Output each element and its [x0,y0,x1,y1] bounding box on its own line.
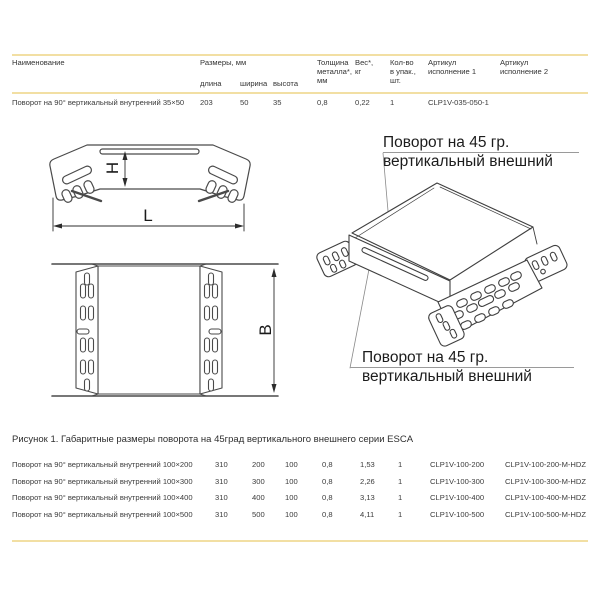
side-view-top-slot [100,149,199,154]
cell-thickness: 0,8 [322,510,333,519]
divider-bottom [12,540,588,542]
cell-length: 203 [200,98,213,107]
cell-height: 100 [285,477,298,486]
col-header-art2: Артикул исполнение 2 [500,58,549,76]
top-view-drawing [52,264,278,396]
cell-qty: 1 [398,493,403,502]
col-header-qty: Кол-во в упак., шт. [390,58,416,85]
dim-label-B: B [256,324,275,336]
cell-width: 200 [252,460,265,469]
cell-height: 35 [273,98,282,107]
iso-view-drawing [315,153,568,368]
cell-weight: 2,26 [360,477,375,486]
cell-thickness: 0,8 [322,477,333,486]
cell-art1: CLP1V-100-200 [430,460,485,469]
table-row [0,493,600,510]
cell-qty: 1 [390,98,395,107]
cell-art2: CLP1V-100-200-M-HDZ [505,460,587,469]
col-header-dims-group: Размеры, мм [200,58,247,67]
cell-thickness: 0,8 [322,493,333,502]
cell-width: 50 [240,98,249,107]
col-header-art1: Артикул исполнение 1 [428,58,477,76]
dim-label-H: H [103,161,122,175]
cell-thickness: 0,8 [322,460,333,469]
iso-label-bottom-line1: Поворот на 45 гр. [350,349,574,368]
cell-art1: CLP1V-100-300 [430,477,485,486]
cell-qty: 1 [398,477,403,486]
cell-name: Поворот на 90° вертикальный внутренний 100×500 [12,510,193,519]
dimension-B [256,268,277,393]
table-row [0,98,600,115]
cell-length: 310 [215,477,228,486]
cell-weight: 0,22 [355,98,370,107]
col-header-length: длина [200,79,222,88]
table-row [0,477,600,494]
cell-name: Поворот на 90° вертикальный внутренний 100×400 [12,493,193,502]
iso-label-bottom-line2: вертикальный внешний [362,368,532,385]
cell-weight: 4,11 [360,510,375,519]
top-view-body [98,266,200,394]
cell-thickness: 0,8 [317,98,328,107]
table-row [0,510,600,527]
cell-width: 400 [252,493,265,502]
cell-art1: CLP1V-100-400 [430,493,485,502]
cell-length: 310 [215,493,228,502]
cell-height: 100 [285,493,298,502]
cell-height: 100 [285,460,298,469]
col-header-width: ширина [240,79,268,88]
cell-length: 310 [215,460,228,469]
cell-name: Поворот на 90° вертикальный внутренний 100×300 [12,477,193,486]
iso-label-top [383,134,579,170]
cell-name: Поворот на 90° вертикальный внутренний 100×200 [12,460,193,469]
figure-caption: Рисунок 1. Габаритные размеры поворота на 45град вертикального внешнего серии ESCA [12,434,414,445]
col-header-name: Наименование [12,58,65,67]
cell-height: 100 [285,510,298,519]
cell-art2: CLP1V-100-300-M-HDZ [505,477,587,486]
cell-art1: CLP1V-100-500 [430,510,485,519]
cell-width: 500 [252,510,265,519]
cell-width: 300 [252,477,265,486]
col-header-thickness: Толщина металла*, мм [317,58,352,85]
col-header-height: высота [273,79,299,88]
cell-art2: CLP1V-100-400-M-HDZ [505,493,587,502]
cell-qty: 1 [398,510,403,519]
iso-label-top-line2: вертикальный внешний [383,153,553,170]
cell-weight: 3,13 [360,493,375,502]
cell-length: 310 [215,510,228,519]
dim-label-L: L [143,206,153,225]
divider-top [12,54,588,56]
iso-label-top-line1: Поворот на 45 гр. [383,134,579,153]
cell-qty: 1 [398,460,403,469]
side-view-drawing [50,145,250,204]
divider-header [12,92,588,94]
cell-name: Поворот на 90° вертикальный внутренний 35×50 [12,98,185,107]
cell-art1: CLP1V-035-050-1 [428,98,489,107]
table-row [0,460,600,477]
col-header-weight: Вес*, кг [355,58,374,76]
iso-label-bottom [350,349,574,385]
cell-art2: CLP1V-100-500-M-HDZ [505,510,587,519]
dimension-L [53,198,244,231]
cell-weight: 1,53 [360,460,375,469]
